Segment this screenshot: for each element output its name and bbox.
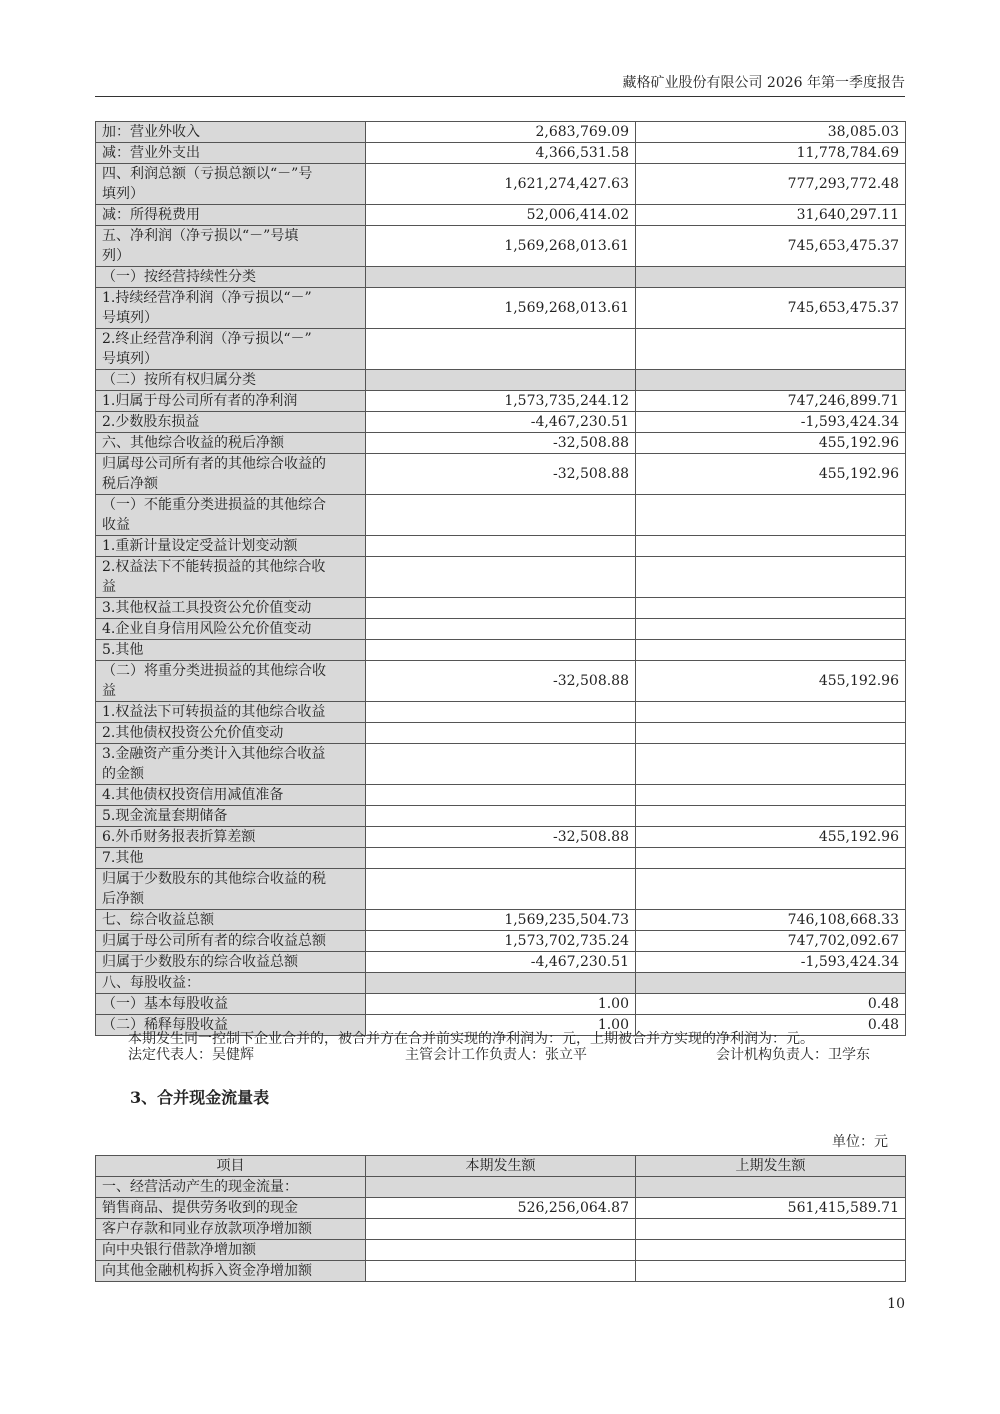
row-label: 2.终止经营净利润（净亏损以“－” 号填列） [96, 329, 366, 370]
previous-period-value [636, 370, 906, 391]
previous-period-value [636, 1219, 906, 1240]
row-label: 四、利润总额（亏损总额以“－”号 填列） [96, 164, 366, 205]
table-row [96, 1240, 906, 1261]
current-period-value [366, 723, 636, 744]
row-label: 销售商品、提供劳务收到的现金 [96, 1198, 366, 1219]
table-header-row [96, 1156, 906, 1177]
row-label: 八、每股收益： [96, 973, 366, 994]
previous-period-value [636, 973, 906, 994]
previous-period-value [636, 536, 906, 557]
previous-period-value [636, 785, 906, 806]
previous-period-value [636, 806, 906, 827]
row-label: 客户存款和同业存放款项净增加额 [96, 1219, 366, 1240]
current-period-value: 2,683,769.09 [366, 122, 636, 143]
current-period-value [366, 744, 636, 785]
previous-period-value: 455,192.96 [636, 454, 906, 495]
row-label: 2.权益法下不能转损益的其他综合收 益 [96, 557, 366, 598]
current-period-value: 1,573,702,735.24 [366, 931, 636, 952]
previous-period-value [636, 495, 906, 536]
previous-period-value: 455,192.96 [636, 827, 906, 848]
previous-period-value: 746,108,668.33 [636, 910, 906, 931]
current-period-value: -32,508.88 [366, 433, 636, 454]
previous-period-value [636, 702, 906, 723]
row-label: 向其他金融机构拆入资金净增加额 [96, 1261, 366, 1282]
section-title: 3、合并现金流量表 [130, 1088, 270, 1107]
table-row [96, 370, 906, 391]
table-row [96, 205, 906, 226]
table-row [96, 164, 906, 205]
previous-period-value: 11,778,784.69 [636, 143, 906, 164]
previous-period-value: 455,192.96 [636, 433, 906, 454]
current-period-value: -32,508.88 [366, 454, 636, 495]
table-row [96, 619, 906, 640]
table-row [96, 598, 906, 619]
row-label: 归属母公司所有者的其他综合收益的 税后净额 [96, 454, 366, 495]
row-label: 7.其他 [96, 848, 366, 869]
table-row [96, 744, 906, 785]
row-label: 5.现金流量套期储备 [96, 806, 366, 827]
income-statement-table [95, 121, 906, 1036]
previous-period-value [636, 598, 906, 619]
current-period-value: 526,256,064.87 [366, 1198, 636, 1219]
previous-period-value: 745,653,475.37 [636, 226, 906, 267]
current-period-value [366, 848, 636, 869]
current-period-value: 1,569,268,013.61 [366, 226, 636, 267]
current-period-value: 1,569,235,504.73 [366, 910, 636, 931]
row-label: 加：营业外收入 [96, 122, 366, 143]
row-label: 五、净利润（净亏损以“－”号填 列） [96, 226, 366, 267]
column-header-previous: 上期发生额 [636, 1156, 906, 1177]
current-period-value [366, 869, 636, 910]
row-label: 4.其他债权投资信用减值准备 [96, 785, 366, 806]
merger-note: 本期发生同一控制下企业合并的，被合并方在合并前实现的净利润为：元，上期被合并方实现的净利润为：元。 [128, 1031, 814, 1047]
table-row [96, 1261, 906, 1282]
row-label: 归属于母公司所有者的综合收益总额 [96, 931, 366, 952]
column-header-current: 本期发生额 [366, 1156, 636, 1177]
row-label: 4.企业自身信用风险公允价值变动 [96, 619, 366, 640]
table-row [96, 869, 906, 910]
row-label: （二）稀释每股收益 [96, 1015, 366, 1036]
current-period-value [366, 598, 636, 619]
previous-period-value: 0.48 [636, 994, 906, 1015]
table-row [96, 412, 906, 433]
table-row [96, 723, 906, 744]
table-row [96, 329, 906, 370]
table-row [96, 702, 906, 723]
table-row [96, 806, 906, 827]
current-period-value [366, 702, 636, 723]
row-label: 1.重新计量设定受益计划变动额 [96, 536, 366, 557]
row-label: 3.其他权益工具投资公允价值变动 [96, 598, 366, 619]
current-period-value [366, 267, 636, 288]
current-period-value: -32,508.88 [366, 827, 636, 848]
table-row [96, 1219, 906, 1240]
row-label: 5.其他 [96, 640, 366, 661]
accounting-org-head: 会计机构负责人：卫学东 [716, 1047, 870, 1063]
current-period-value [366, 806, 636, 827]
previous-period-value [636, 329, 906, 370]
legal-representative: 法定代表人：吴健辉 [128, 1047, 254, 1063]
current-period-value: -4,467,230.51 [366, 412, 636, 433]
table-row [96, 661, 906, 702]
table-row [96, 267, 906, 288]
current-period-value: 1,621,274,427.63 [366, 164, 636, 205]
row-label: 1.归属于母公司所有者的净利润 [96, 391, 366, 412]
previous-period-value [636, 1240, 906, 1261]
current-period-value [366, 1261, 636, 1282]
previous-period-value: 455,192.96 [636, 661, 906, 702]
previous-period-value [636, 640, 906, 661]
table-row [96, 1198, 906, 1219]
current-period-value [366, 1177, 636, 1198]
current-period-value [366, 370, 636, 391]
current-period-value: 52,006,414.02 [366, 205, 636, 226]
table-row [96, 952, 906, 973]
row-label: 2.其他债权投资公允价值变动 [96, 723, 366, 744]
table-row [96, 536, 906, 557]
table-row [96, 288, 906, 329]
current-period-value [366, 640, 636, 661]
row-label: 一、经营活动产生的现金流量： [96, 1177, 366, 1198]
previous-period-value [636, 869, 906, 910]
table-row [96, 848, 906, 869]
table-row [96, 226, 906, 267]
row-label: （二）按所有权归属分类 [96, 370, 366, 391]
current-period-value: 1,573,735,244.12 [366, 391, 636, 412]
previous-period-value [636, 1177, 906, 1198]
row-label: （一）按经营持续性分类 [96, 267, 366, 288]
report-header-title: 藏格矿业股份有限公司 2026 年第一季度报告 [622, 75, 905, 91]
row-label: 七、综合收益总额 [96, 910, 366, 931]
current-period-value: 1.00 [366, 1015, 636, 1036]
row-label: 六、其他综合收益的税后净额 [96, 433, 366, 454]
previous-period-value: 747,246,899.71 [636, 391, 906, 412]
row-label: 归属于少数股东的综合收益总额 [96, 952, 366, 973]
table-row [96, 827, 906, 848]
current-period-value: 4,366,531.58 [366, 143, 636, 164]
row-label: 1.权益法下可转损益的其他综合收益 [96, 702, 366, 723]
table-row [96, 391, 906, 412]
table-row [96, 785, 906, 806]
current-period-value [366, 619, 636, 640]
current-period-value: -32,508.88 [366, 661, 636, 702]
current-period-value [366, 785, 636, 806]
cash-flow-table [95, 1155, 906, 1282]
table-row [96, 640, 906, 661]
previous-period-value: 561,415,589.71 [636, 1198, 906, 1219]
row-label: 减：营业外支出 [96, 143, 366, 164]
table-row [96, 973, 906, 994]
unit-label: 单位：元 [832, 1134, 888, 1150]
previous-period-value: 777,293,772.48 [636, 164, 906, 205]
row-label: 6.外币财务报表折算差额 [96, 827, 366, 848]
table-row [96, 931, 906, 952]
previous-period-value: -1,593,424.34 [636, 412, 906, 433]
table-row [96, 122, 906, 143]
previous-period-value [636, 848, 906, 869]
page-number: 10 [887, 1296, 905, 1312]
current-period-value [366, 495, 636, 536]
table-row [96, 910, 906, 931]
previous-period-value [636, 1261, 906, 1282]
table-row [96, 454, 906, 495]
previous-period-value [636, 557, 906, 598]
current-period-value [366, 536, 636, 557]
row-label: （一）不能重分类进损益的其他综合 收益 [96, 495, 366, 536]
row-label: 减：所得税费用 [96, 205, 366, 226]
header-divider [95, 96, 905, 97]
row-label: 归属于少数股东的其他综合收益的税 后净额 [96, 869, 366, 910]
row-label: 2.少数股东损益 [96, 412, 366, 433]
row-label: 3.金融资产重分类计入其他综合收益 的金额 [96, 744, 366, 785]
row-label: 向中央银行借款净增加额 [96, 1240, 366, 1261]
previous-period-value [636, 744, 906, 785]
table-row [96, 495, 906, 536]
accounting-head: 主管会计工作负责人：张立平 [405, 1047, 587, 1063]
previous-period-value: 38,085.03 [636, 122, 906, 143]
row-label: 1.持续经营净利润（净亏损以“－” 号填列） [96, 288, 366, 329]
previous-period-value [636, 619, 906, 640]
row-label: （二）将重分类进损益的其他综合收 益 [96, 661, 366, 702]
previous-period-value: -1,593,424.34 [636, 952, 906, 973]
row-label: （一）基本每股收益 [96, 994, 366, 1015]
current-period-value [366, 973, 636, 994]
previous-period-value: 745,653,475.37 [636, 288, 906, 329]
table-row [96, 994, 906, 1015]
current-period-value: 1,569,268,013.61 [366, 288, 636, 329]
previous-period-value: 0.48 [636, 1015, 906, 1036]
table-row [96, 433, 906, 454]
current-period-value [366, 329, 636, 370]
current-period-value: -4,467,230.51 [366, 952, 636, 973]
column-header-item: 项目 [96, 1156, 366, 1177]
current-period-value [366, 1219, 636, 1240]
table-row [96, 557, 906, 598]
previous-period-value: 747,702,092.67 [636, 931, 906, 952]
previous-period-value [636, 267, 906, 288]
previous-period-value: 31,640,297.11 [636, 205, 906, 226]
table-row [96, 143, 906, 164]
current-period-value [366, 557, 636, 598]
previous-period-value [636, 723, 906, 744]
current-period-value [366, 1240, 636, 1261]
table-row [96, 1177, 906, 1198]
current-period-value: 1.00 [366, 994, 636, 1015]
